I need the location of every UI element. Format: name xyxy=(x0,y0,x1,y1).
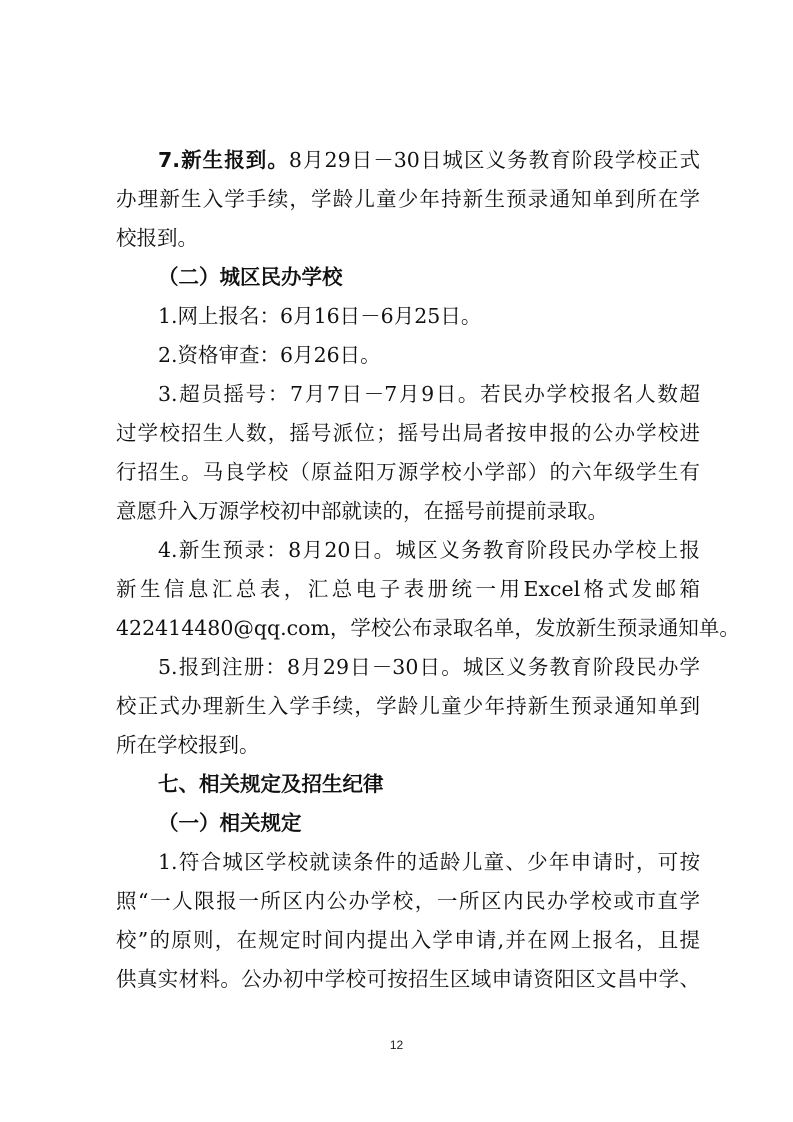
section-heading-rules: （一）相关规定 xyxy=(158,811,302,835)
paragraph-line: 422414480@qq.com，学校公布录取名单，发放新生预录通知单。 xyxy=(116,616,740,640)
paragraph-line: 校”的原则，在规定时间内提出入学申请,并在网上报名，且提 xyxy=(116,928,700,952)
paragraph-line: 行招生。马良学校（原益阳万源学校小学部）的六年级学生有 xyxy=(116,460,700,484)
list-item: 3.超员摇号：7月7日－7月9日。若民办学校报名人数超 xyxy=(158,382,700,406)
paragraph-text: 8月29日－30日城区义务教育阶段学校正式 xyxy=(288,148,700,172)
section-heading-seven: 七、相关规定及招生纪律 xyxy=(158,772,384,796)
paragraph-line: 过学校招生人数，摇号派位；摇号出局者按申报的公办学校进 xyxy=(116,421,700,445)
paragraph-line xyxy=(158,145,700,175)
list-item: 4.新生预录：8月20日。城区义务教育阶段民办学校上报 xyxy=(158,538,700,562)
list-item: 5.报到注册：8月29日－30日。城区义务教育阶段民办学 xyxy=(158,655,700,679)
paragraph-line: 新生信息汇总表，汇总电子表册统一用Excel格式发邮箱 xyxy=(116,577,700,601)
list-item: 1.网上报名：6月16日－6月25日。 xyxy=(158,304,482,328)
list-item: 1.符合城区学校就读条件的适龄儿童、少年申请时，可按 xyxy=(158,850,700,874)
paragraph-line: 校报到。 xyxy=(116,226,198,250)
list-item: 2.资格审查：6月26日。 xyxy=(158,343,381,367)
paragraph-line: 照“一人限报一所区内公办学校，一所区内民办学校或市直学 xyxy=(116,889,700,913)
paragraph-line: 意愿升入万源学校初中部就读的，在摇号前提前录取。 xyxy=(116,499,608,523)
paragraph-line: 校正式办理新生入学手续，学龄儿童少年持新生预录通知单到 xyxy=(116,694,700,718)
page-number: 12 xyxy=(389,1038,404,1052)
section-heading-minban: （二）城区民办学校 xyxy=(158,265,343,289)
paragraph-heading: 7.新生报到。 xyxy=(158,148,289,172)
paragraph-line: 供真实材料。公办初中学校可按招生区域申请资阳区文昌中学、 xyxy=(116,967,700,991)
paragraph-line: 所在学校报到。 xyxy=(116,733,260,757)
paragraph-line: 办理新生入学手续，学龄儿童少年持新生预录通知单到所在学 xyxy=(116,187,700,211)
